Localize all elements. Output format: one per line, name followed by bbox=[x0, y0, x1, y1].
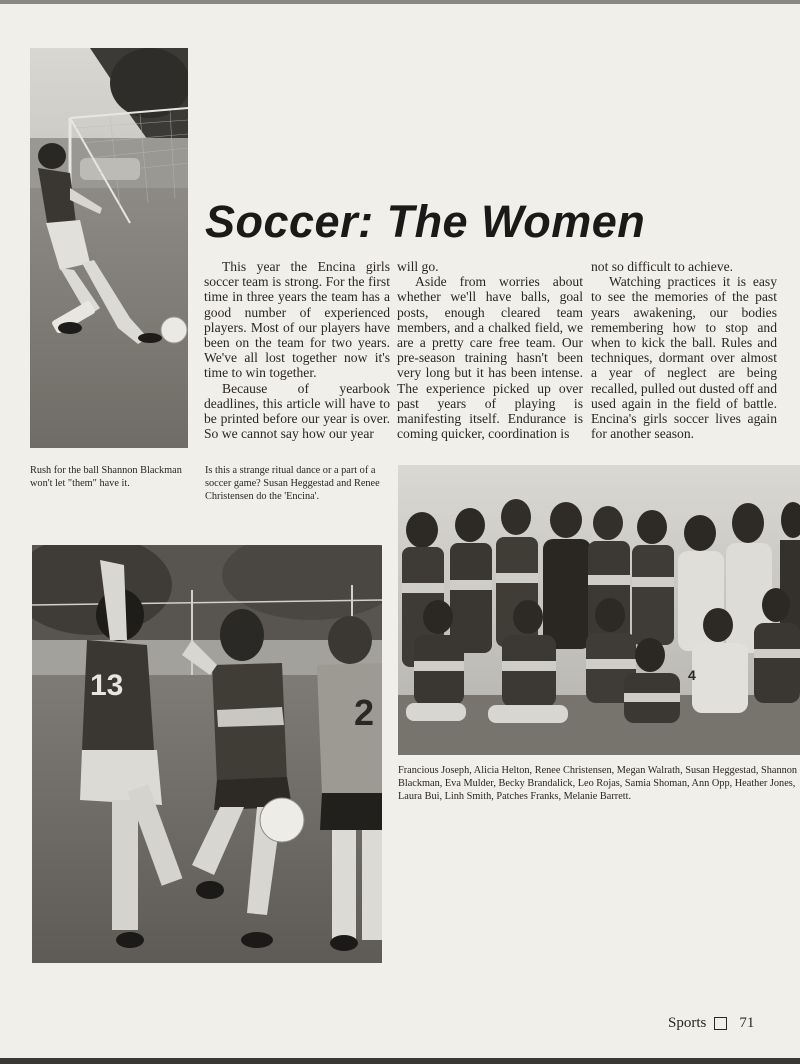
page-bottom-edge bbox=[0, 1058, 800, 1064]
article-column-2 bbox=[397, 259, 583, 441]
jersey-number-13: 13 bbox=[90, 669, 124, 702]
page-footer bbox=[668, 1014, 754, 1032]
article-paragraph: Because of yearbook deadlines, this article will have to be printed before our year is over. So we cannot say how our year bbox=[204, 380, 390, 442]
square-divider-icon bbox=[714, 1017, 727, 1030]
jersey-number-4: 4 bbox=[688, 667, 696, 683]
photo-player-rushing-ball bbox=[30, 48, 188, 448]
photo-caption-rush: Rush for the ball Shannon Blackman won't let "them" have it. bbox=[30, 465, 182, 489]
article-column-3 bbox=[591, 259, 777, 441]
jersey-number-2: 2 bbox=[354, 692, 375, 733]
photo-team-group bbox=[398, 465, 800, 755]
article-title: Soccer: The Women bbox=[205, 196, 646, 247]
photo-caption-team-roster: Francious Joseph, Alicia Helton, Renee Christensen, Megan Walrath, Susan Heggestad, Shannon Blackman, Eva Mulder, Becky Brandalick, Leo Rojas, Samia Shoman, Ann Opp, Heather Jones, Laura Bui, Linh Smith, Patches Franks, Melanie Barrett. bbox=[398, 765, 798, 802]
article-paragraph: will go. bbox=[397, 259, 439, 274]
article-paragraph: Aside from worries about whether we'll have balls, goal posts, enough cleared team members, and a chalked field, we are a pretty care free team. Our pre-season training hasn't been very long but it has been intense. The experience picked up over past years of playing is manifesting itself. Endurance is coming quicker, coordination is bbox=[397, 274, 583, 442]
page-number: 71 bbox=[739, 1015, 755, 1031]
article-paragraph: Watching practices it is easy to see the memories of the past years awakening, our bodies remembering how to stop and when to kick the ball. Rules and techniques, dormant over almost a year of neglect are being recalled, pulled out dusted off and used again in the field of battle. Encina's girls soccer lives again for another season. bbox=[591, 274, 777, 442]
photo-players-contesting-ball bbox=[32, 545, 382, 963]
page-top-edge bbox=[0, 0, 800, 4]
photo-caption-ritual-dance: Is this a strange ritual dance or a part of a soccer game? Susan Heggestad and Renee Christensen do the 'Encina'. bbox=[205, 465, 380, 502]
section-label: Sports bbox=[668, 1015, 707, 1031]
article-column-1 bbox=[204, 259, 390, 441]
article-paragraph: not so difficult to achieve. bbox=[591, 259, 734, 274]
article-paragraph: This year the Encina girls soccer team is strong. For the first time in three years the team has a good number of experienced players. Most of our players have been on the team for two years. We've all lost together now it's time to win together. bbox=[204, 259, 390, 381]
